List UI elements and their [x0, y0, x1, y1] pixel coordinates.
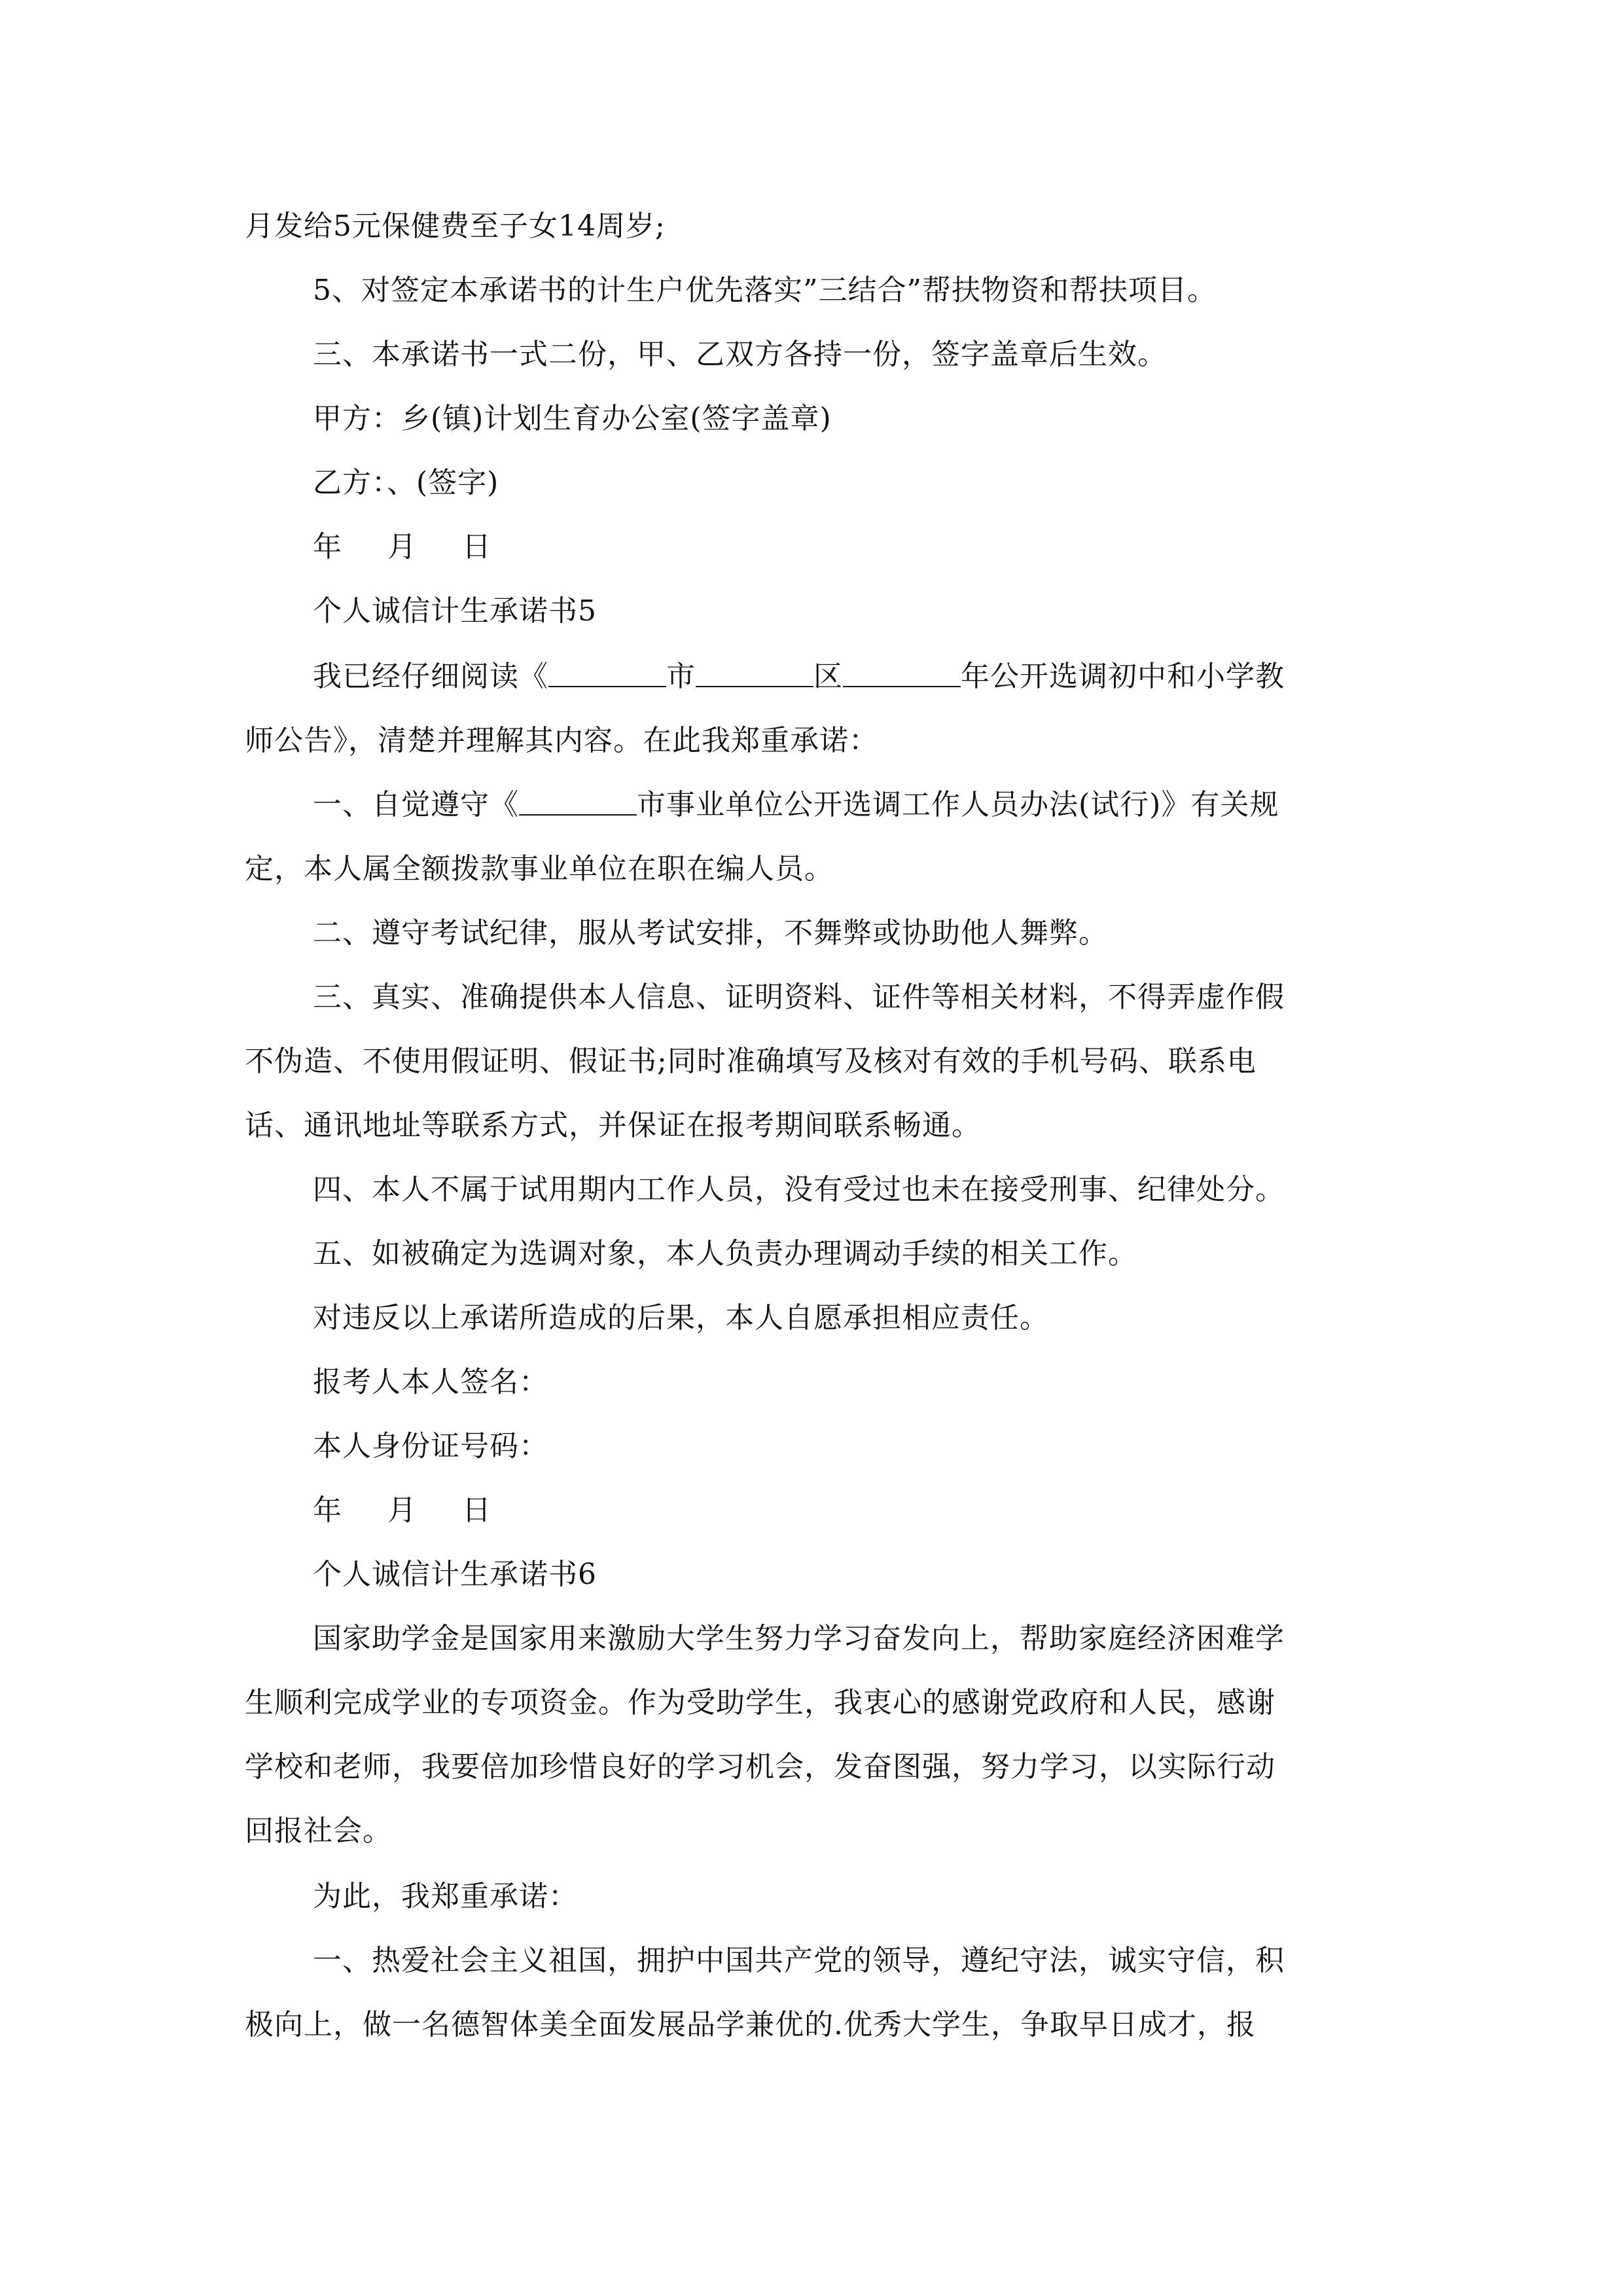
id-number-label: 本人身份证号码：: [313, 1429, 548, 1463]
text-line: 乙方：、(签字): [313, 466, 499, 499]
text-segment: 一、自觉遵守《: [313, 788, 519, 821]
text-line-with-blanks: [313, 657, 1285, 696]
date-line: 年 月 日: [313, 1494, 509, 1527]
text-line: 5、对签定本承诺书的计生户优先落实”三结合”帮扶物资和帮扶项目。: [313, 274, 1217, 307]
text-segment: 市事业单位公开选调工作人员办法(试行)》有关规: [637, 788, 1279, 821]
fill-blank: [548, 660, 666, 687]
text-line: 师公告》，清楚并理解其内容。在此我郑重承诺：: [245, 724, 878, 757]
fill-blank: [519, 788, 637, 816]
text-line: 回报社会。: [245, 1814, 392, 1848]
fill-blank: [696, 660, 813, 687]
text-line-with-blanks: [313, 785, 1279, 825]
section-title: 个人诚信计生承诺书5: [313, 594, 597, 628]
text-segment: 市: [666, 660, 696, 693]
text-line: 一、热爱社会主义祖国，拥护中国共产党的领导，遵纪守法，诚实守信，积: [313, 1944, 1285, 1977]
text-line: 国家助学金是国家用来激励大学生努力学习奋发向上，帮助家庭经济困难学: [313, 1622, 1285, 1655]
date-line: 年 月 日: [313, 530, 509, 564]
text-line: 三、本承诺书一式二份，甲、乙双方各持一份，签字盖章后生效。: [313, 338, 1167, 371]
section-title: 个人诚信计生承诺书6: [313, 1558, 597, 1591]
text-line: 不伪造、不使用假证明、假证书;同时准确填写及核对有效的手机号码、联系电: [245, 1045, 1257, 1078]
text-line: 甲方：乡(镇)计划生育办公室(签字盖章): [313, 402, 832, 435]
text-line: 三、真实、准确提供本人信息、证明资料、证件等相关材料，不得弄虚作假: [313, 980, 1285, 1014]
text-line: 月发给5元保健费至子女14周岁;: [245, 209, 666, 243]
text-line: 定，本人属全额拨款事业单位在职在编人员。: [245, 852, 834, 886]
signature-label: 报考人本人签名：: [313, 1365, 548, 1399]
text-line: 二、遵守考试纪律，服从考试安排，不舞弊或协助他人舞弊。: [313, 916, 1108, 950]
text-segment: 区: [813, 660, 843, 693]
text-line: 五、如被确定为选调对象，本人负责办理调动手续的相关工作。: [313, 1237, 1137, 1270]
text-segment: 年公开选调初中和小学教: [961, 660, 1285, 693]
text-line: 为此，我郑重承诺：: [313, 1880, 578, 1913]
text-line: 生顺利完成学业的专项资金。作为受助学生，我衷心的感谢党政府和人民，感谢: [245, 1686, 1275, 1719]
text-line: 极向上，做一名德智体美全面发展品学兼优的.优秀大学生，争取早日成才，报: [245, 2008, 1256, 2041]
text-line: 话、通讯地址等联系方式，并保证在报考期间联系畅通。: [245, 1109, 981, 1142]
text-segment: 我已经仔细阅读《: [313, 660, 548, 693]
text-line: 四、本人不属于试用期内工作人员，没有受过也未在接受刑事、纪律处分。: [313, 1173, 1285, 1206]
text-line: 学校和老师，我要倍加珍惜良好的学习机会，发奋图强，努力学习，以实际行动: [245, 1750, 1275, 1784]
text-line: 对违反以上承诺所造成的后果，本人自愿承担相应责任。: [313, 1301, 1049, 1335]
fill-blank: [843, 660, 961, 687]
